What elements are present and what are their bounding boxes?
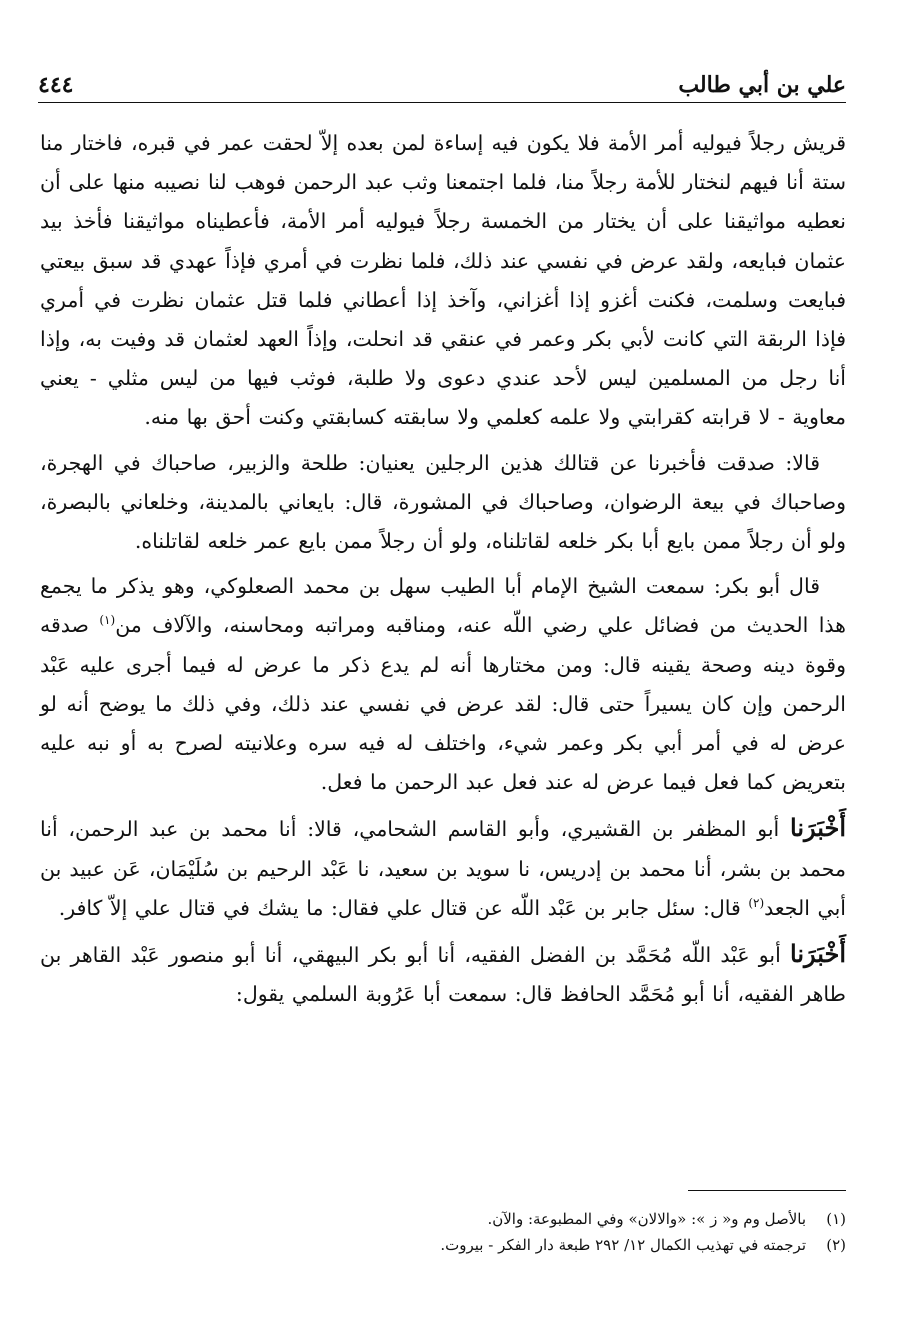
lead-word: أَخْبَرَنا (790, 939, 846, 969)
footnote-item (40, 1232, 846, 1258)
footnote-reference[interactable]: (١) (99, 613, 116, 628)
footnote-number: (٢) (826, 1236, 846, 1254)
paragraph-text: قال: سئل جابر بن عَبْد اللّه عن قتال علي فقال: ما يشك في قتال علي إلاّ كافر. (58, 895, 749, 920)
paragraph-question-talha-zubayr (40, 444, 846, 562)
paragraph-text: أبو المظفر بن القشيري، وأبو القاسم الشحامي، قالا: أنا محمد بن عبد الرحمن، أنا محمد بن بشر، أنا محمد بن إدريس، نا سويد بن سعيد، نا عَبْد الرحيم بن سُلَيْمَان، عَن عبيد بن أبي الجعد (40, 817, 846, 920)
footnote-reference[interactable]: (٢) (748, 896, 765, 911)
paragraph-text: قالا: صدقت فأخبرنا عن قتالك هذين الرجلين يعنيان: طلحة والزبير، صاحباك في الهجرة، وصاحباك في بيعة الرضوان، وصاحباك في المشورة، قال: بايعاني بالمدينة، وخلعاني بالبصرة، ولو أن رجلاً ممن بايع أبا بكر خلعه لقاتلناه، ولو أن رجلاً ممن بايع عمر خلعه لقاتلناه. (40, 450, 846, 554)
paragraph-text: صدقه وقوة دينه وصحة يقينه قال: ومن مختارها أنه لم يدع ذكر ما عرض له فيما أجرى عليه عَبْد الرحمن وإن كان يسيراً حتى قال: لقد عرض في نفسي عند ذلك، وفي ذلك ما يوضح أنه لو عرض له في أمر أبي بكر وعمر شيء، واختلف له فيه سره وعلانيته لصرح به أو نبه عليه بتعريض كما فعل فيما عرض له عند فعل عبد الرحمن ما فعل. (40, 613, 846, 795)
paragraph-hadith-abu-aruba (40, 934, 846, 1014)
paragraph-text: أبو عَبْد اللّه مُحَمَّد بن الفضل الفقيه، أنا أبو بكر البيهقي، أنا أبو منصور عَبْد القاهر بن طاهر الفقيه، أنا أبو مُحَمَّد الحافظ قال: سمعت أبا عَرُوبة السلمي يقول: (40, 943, 846, 1007)
paragraph-continuation (40, 124, 846, 438)
footnote-separator (688, 1190, 846, 1191)
footnote-item (40, 1206, 846, 1232)
paragraph-abu-bakr-comment (40, 567, 846, 802)
paragraph-text: قال أبو بكر: سمعت الشيخ الإمام أبا الطيب سهل بن محمد الصعلوكي، وهو يذكر ما يجمع هذا الحديث من فضائل علي رضي اللّه عنه، ومناقبه ومراتبه ومحاسنه، والآلاف من (40, 574, 846, 638)
page-number: ٤٤٤ (38, 72, 74, 98)
main-text (40, 124, 846, 1014)
footnote-text: ترجمته في تهذيب الكمال ١٢/ ٢٩٢ طبعة دار الفكر - بيروت. (440, 1236, 806, 1254)
running-head-title: علي بن أبي طالب (678, 72, 846, 98)
footnotes (40, 1206, 846, 1258)
lead-word: أَخْبَرَنا (790, 813, 846, 843)
footnote-number: (١) (826, 1210, 846, 1228)
paragraph-text: قريش رجلاً فيوليه أمر الأمة فلا يكون فيه إساءة لمن بعده إلاّ لحقت عمر في قبره، فاختار منا ستة أنا فيهم لنختار للأمة رجلاً منا، فلما اجتمعنا وثب عبد الرحمن فوهب لنا نصيبه منها على أن نعطيه مواثيقنا على أن يختار من الخمسة رجلاً فيوليه أمر الأمة، فأعطيناه مواثيقنا فأخذ بيد عثمان فبايعه، ولقد عرض في نفسي عند ذلك، فلما نظرت في أمري فإذاً عهدي قد سبق بيعتي فبايعت وسلمت، فكنت أغزو إذا أغزاني، وآخذ إذا أعطاني فلما قتل عثمان نظرت في أمري فإذا الربقة التي كانت لأبي بكر وعمر في عنقي قد انحلت، وإذاً العهد لعثمان قد وفيت به، وإذا أنا رجل من المسلمين ليس لأحد عندي دعوى ولا طلبة، فوثب فيها من ليس مثلي - يعني معاوية - لا قرابته كقرابتي ولا علمه كعلمي ولا سابقته كسابقتي وكنت أحق بها منه. (40, 131, 846, 430)
paragraph-hadith-jabir (40, 808, 846, 928)
footnote-text: بالأصل وم و« ز »: «والالان» وفي المطبوعة: والآن. (487, 1210, 806, 1228)
running-header (38, 62, 846, 103)
